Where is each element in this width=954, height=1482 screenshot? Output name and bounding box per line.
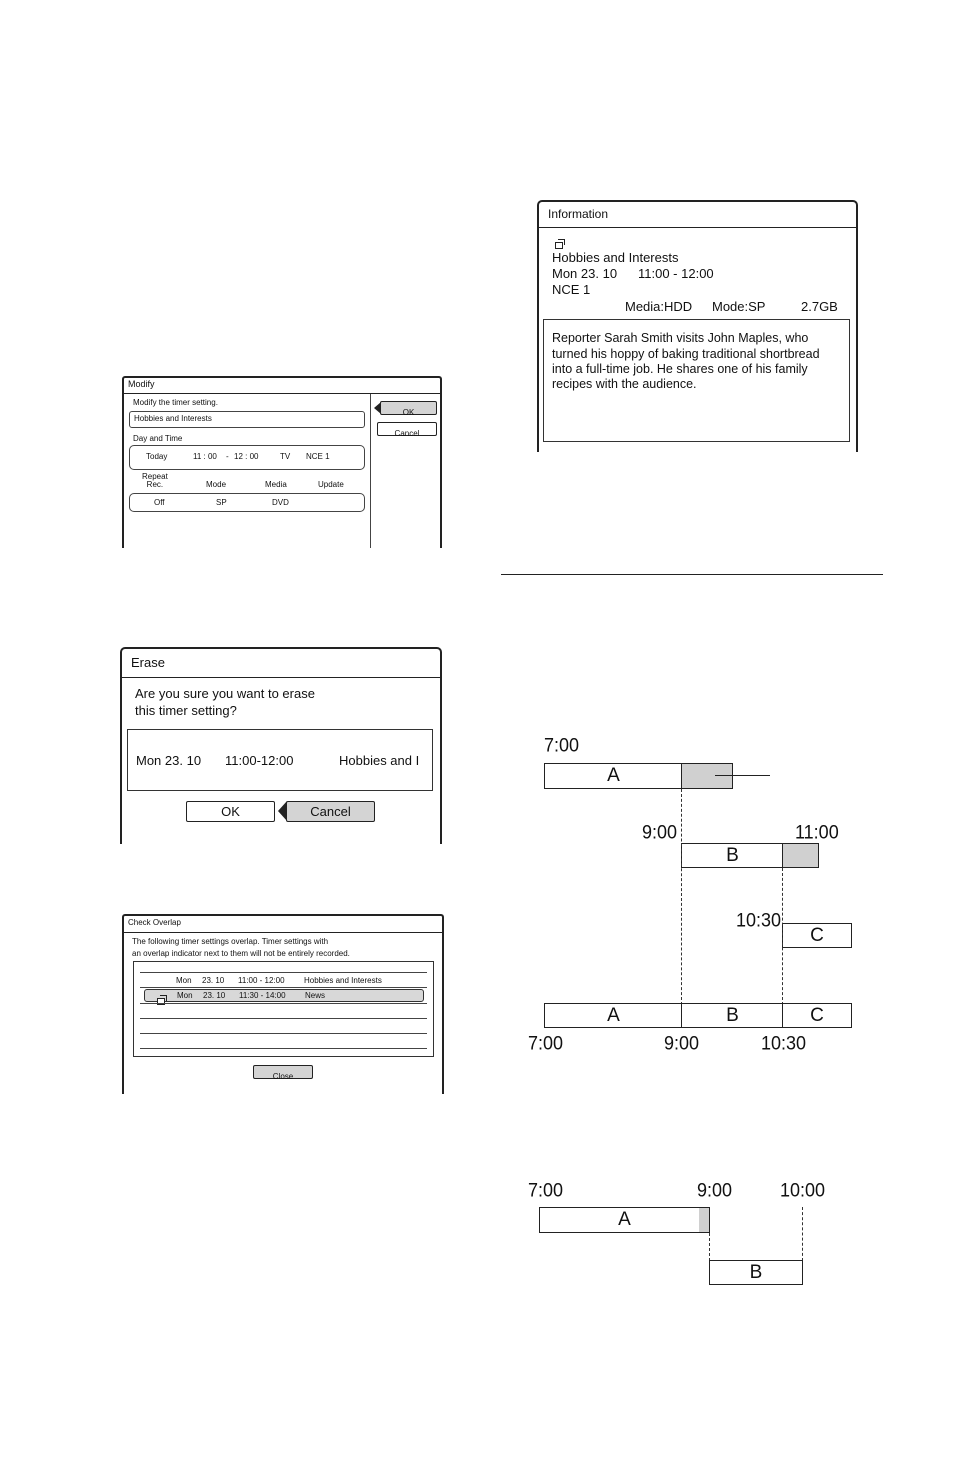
information-dialog — [537, 200, 858, 452]
result-box-b — [681, 1003, 784, 1028]
label-a-start: 7:00 — [544, 734, 580, 756]
modify-title: Modify — [128, 379, 155, 389]
list-line — [140, 1033, 427, 1034]
list-line — [140, 1003, 427, 1004]
modify-dialog — [122, 376, 442, 548]
erase-date: Mon 23. 10 — [136, 753, 202, 768]
modify-selection-pointer — [374, 402, 381, 414]
guide-line-10 — [802, 1207, 803, 1261]
row-day: Mon — [177, 991, 193, 1000]
guide-line-1030 — [782, 868, 783, 1005]
label-7: 7:00 — [528, 1179, 564, 1201]
box-label: A — [618, 1209, 631, 1230]
modify-divider — [370, 394, 371, 548]
modify-repeat-value[interactable]: Off — [154, 498, 165, 507]
description-line: into a full-time job. He shares one of his family — [552, 362, 808, 376]
modify-header-repeat: Repeat Rec. — [142, 472, 168, 489]
box-label: B — [726, 845, 739, 866]
guide-line-9 — [681, 789, 682, 1005]
label-c-start: 10:30 — [736, 909, 782, 931]
modify-start-time[interactable]: 11 : 00 — [193, 452, 217, 461]
description-line: Reporter Sarah Smith visits John Maples, who — [552, 331, 809, 345]
overlap-region-a — [681, 763, 733, 789]
modify-header-media: Media — [265, 480, 287, 489]
label-bottom-1030: 10:30 — [761, 1032, 807, 1054]
check-overlap-titlebar — [124, 916, 442, 933]
information-media: Media:HDD — [625, 299, 693, 314]
information-channel: NCE 1 — [552, 282, 591, 297]
section-divider — [501, 574, 883, 575]
overlap-region — [699, 1207, 710, 1233]
timer-box-a — [539, 1207, 710, 1233]
timer-box-a — [544, 763, 683, 789]
modify-options-field — [129, 493, 365, 512]
check-overlap-close-button[interactable] — [253, 1065, 313, 1079]
information-description-box — [543, 319, 850, 442]
modify-ok-button[interactable] — [380, 401, 437, 415]
erase-cancel-label: Cancel — [310, 804, 351, 819]
overlap-region-b — [782, 843, 819, 868]
row-program: Hobbies and Interests — [304, 976, 382, 985]
list-line — [140, 1018, 427, 1019]
check-overlap-list — [133, 961, 434, 1057]
list-line — [140, 987, 427, 988]
erase-selection-pointer — [278, 801, 287, 821]
erase-cancel-button[interactable] — [286, 801, 375, 822]
erase-question-line1: Are you sure you want to erase — [135, 686, 315, 701]
label-9: 9:00 — [697, 1179, 733, 1201]
modify-instruction: Modify the timer setting. — [133, 398, 218, 407]
description-line: recipes with the audience. — [552, 377, 697, 391]
modify-ok-label: OK — [402, 408, 415, 417]
guide-line-9 — [709, 1233, 710, 1261]
result-box-c — [782, 1003, 852, 1028]
modify-header-update: Update — [318, 480, 344, 489]
list-line — [140, 972, 427, 973]
erase-ok-button[interactable] — [186, 801, 275, 822]
information-date: Mon 23. 10 — [552, 266, 618, 281]
list-line — [140, 1048, 427, 1049]
timer-box-c — [782, 923, 852, 948]
modify-titlebar — [124, 378, 440, 394]
timer-box-b — [709, 1260, 803, 1285]
overlap-icon — [157, 991, 166, 1009]
box-label: C — [810, 1005, 824, 1026]
modify-day-time-field[interactable] — [129, 445, 365, 470]
erase-timer-box — [127, 729, 433, 791]
result-box-a — [544, 1003, 683, 1028]
erase-question-line2: this timer setting? — [135, 703, 237, 718]
box-label: A — [607, 1005, 620, 1026]
erase-titlebar — [122, 649, 440, 678]
label-b-start: 9:00 — [642, 821, 678, 843]
label-bottom-7: 7:00 — [528, 1032, 564, 1054]
row-date: 23. 10 — [202, 976, 225, 985]
row-time: 11:30 - 14:00 — [239, 991, 286, 1000]
check-overlap-message-line2: an overlap indicator next to them will not be entirely recorded. — [132, 949, 350, 958]
information-title: Information — [548, 207, 609, 221]
modify-program-name: Hobbies and Interests — [134, 414, 212, 423]
description-line: turned his hoppy of baking traditional shortbread — [552, 347, 820, 361]
row-day: Mon — [176, 976, 192, 985]
callout-line — [715, 775, 770, 776]
information-titlebar — [539, 202, 856, 228]
row-date: 23. 10 — [203, 991, 226, 1000]
modify-program-field[interactable] — [129, 411, 365, 428]
table-row-selected[interactable] — [144, 989, 424, 1002]
modify-cancel-label: Cancel — [394, 429, 420, 438]
label-bottom-9: 9:00 — [664, 1032, 700, 1054]
information-mode: Mode:SP — [712, 299, 766, 314]
row-time: 11:00 - 12:00 — [238, 976, 285, 985]
label-b-end: 11:00 — [795, 821, 839, 843]
erase-ok-label: OK — [221, 804, 240, 819]
check-overlap-dialog — [122, 914, 444, 1094]
erase-time: 11:00-12:00 — [225, 753, 294, 768]
close-label: Close — [272, 1072, 294, 1081]
information-program: Hobbies and Interests — [552, 250, 679, 265]
erase-title: Erase — [131, 655, 165, 670]
erase-program: Hobbies and I — [339, 753, 420, 768]
timer-box-b — [681, 843, 784, 868]
modify-end-time[interactable]: 12 : 00 — [234, 452, 259, 461]
modify-channel[interactable]: NCE 1 — [306, 452, 330, 461]
modify-day-time-label: Day and Time — [133, 434, 183, 443]
box-label: B — [726, 1005, 739, 1026]
box-label: A — [607, 765, 620, 786]
table-row[interactable] — [140, 974, 427, 987]
modify-source[interactable]: TV — [280, 452, 291, 461]
check-overlap-title: Check Overlap — [128, 918, 181, 927]
modify-day[interactable]: Today — [146, 452, 168, 461]
modify-mode-value[interactable]: SP — [216, 498, 227, 507]
box-label: C — [810, 925, 824, 946]
modify-media-value[interactable]: DVD — [272, 498, 289, 507]
modify-time-separator: - — [226, 452, 229, 461]
box-label: B — [749, 1262, 763, 1283]
row-program: News — [305, 991, 326, 1000]
erase-dialog — [120, 647, 442, 844]
label-10: 10:00 — [780, 1179, 826, 1201]
modify-header-mode: Mode — [206, 480, 227, 489]
information-size: 2.7GB — [801, 299, 838, 314]
check-overlap-message-line1: The following timer settings overlap. Timer settings with — [132, 937, 329, 946]
modify-cancel-button[interactable] — [377, 422, 437, 436]
information-time: 11:00 - 12:00 — [638, 266, 714, 281]
